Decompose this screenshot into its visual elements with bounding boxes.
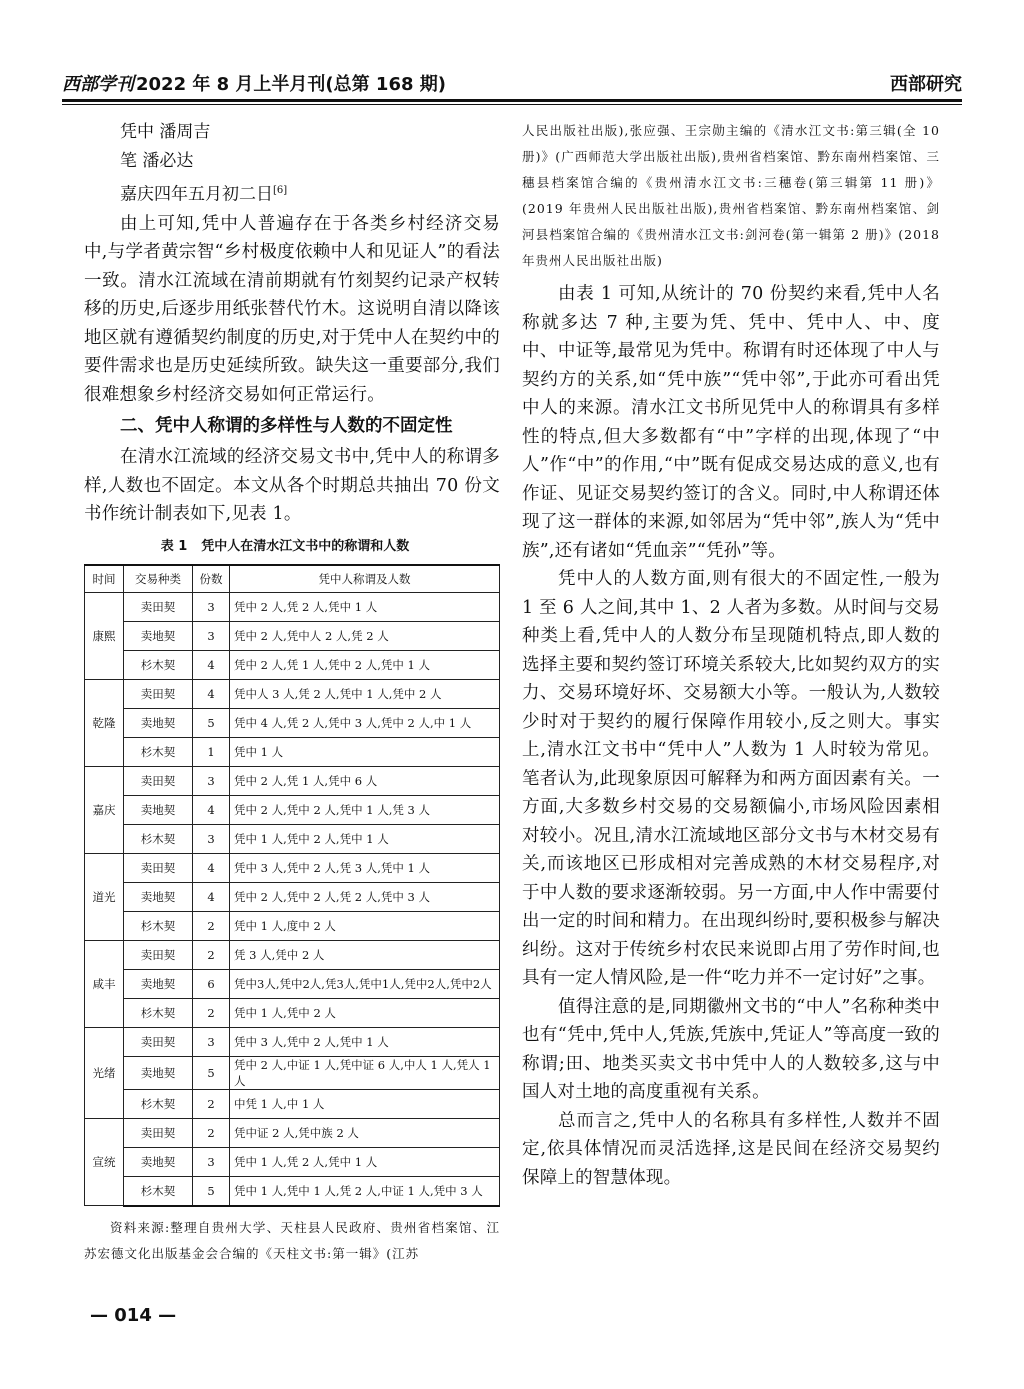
signature-date-line: 嘉庆四年五月初二日[6]	[120, 184, 288, 205]
table-row	[85, 679, 500, 708]
table-row	[85, 911, 500, 940]
count-cell: 5	[193, 1056, 230, 1089]
right-column	[522, 118, 940, 1192]
count-cell: 3	[193, 1027, 230, 1056]
mediator-desc-cell: 凭中 3 人,凭中 2 人,凭中 1 人	[230, 1027, 500, 1056]
transaction-type-cell: 卖田契	[124, 1118, 193, 1147]
period-cell: 康熙	[85, 592, 124, 679]
period-cell: 光绪	[85, 1027, 124, 1118]
table-row	[85, 882, 500, 911]
table-row	[85, 708, 500, 737]
table-row	[85, 969, 500, 998]
table-row	[85, 592, 500, 621]
count-cell: 2	[193, 940, 230, 969]
issue-info: 2022 年 8 月上半月刊(总第 168 期)	[136, 74, 446, 95]
table-row	[85, 853, 500, 882]
table-row	[85, 737, 500, 766]
journal-logo: 西部学刊	[62, 74, 134, 95]
transaction-type-cell: 杉木契	[124, 911, 193, 940]
transaction-type-cell: 卖田契	[124, 853, 193, 882]
count-cell: 1	[193, 737, 230, 766]
table-row	[85, 650, 500, 679]
table-header-row	[85, 565, 500, 593]
signature-line: 笔 潘必达	[120, 151, 194, 171]
count-cell: 2	[193, 998, 230, 1027]
mediator-desc-cell: 中凭 1 人,中 1 人	[230, 1089, 500, 1118]
mediator-desc-cell: 凭中 3 人,凭中 2 人,凭 3 人,凭中 1 人	[230, 853, 500, 882]
count-cell: 3	[193, 592, 230, 621]
signature-block	[84, 118, 500, 210]
mediator-desc-cell: 凭中 2 人,凭中 2 人,凭 2 人,凭中 3 人	[230, 882, 500, 911]
transaction-type-cell: 卖地契	[124, 882, 193, 911]
body-paragraph: 由表 1 可知,从统计的 70 份契约来看,凭中人名称就多达 7 种,主要为凭、凭中、凭中人、中、度中、中证等,最常见为凭中。称谓有时还体现了中人与契约方的关系,如“凭中族”“凭中邻”,于此亦可看出凭中人的来源。清水江文书所见凭中人的称谓具有多样性的特点,但大多数都有“中”字样的出现,体现了“中人”作“中”的作用,“中”既有促成交易达成的意义,也有作证、见证交易契约签订的含义。同时,中人称谓还体现了这一群体的来源,如邻居为“凭中邻”,族人为“凭中族”,还有诸如“凭血亲”“凭孙”等。	[522, 284, 940, 561]
transaction-type-cell: 卖地契	[124, 795, 193, 824]
mediator-desc-cell: 凭中 1 人,凭中 1 人,凭 2 人,中证 1 人,凭中 3 人	[230, 1176, 500, 1206]
table-row	[85, 1027, 500, 1056]
column-header: 份数	[193, 565, 230, 593]
body-paragraph: 由上可知,凭中人普遍存在于各类乡村经济交易中,与学者黄宗智“乡村极度依赖中人和见证人”的看法一致。清水江流域在清前期就有竹刻契约记录产权转移的历史,后逐步用纸张替代竹木。这说明自清以降该地区就有遵循契约制度的历史,对于凭中人在契约中的要件需求也是历史延续所致。缺失这一重要部分,我们很难想象乡村经济交易如何正常运行。	[84, 213, 500, 405]
table-row	[85, 1118, 500, 1147]
transaction-type-cell: 卖地契	[124, 621, 193, 650]
mediator-desc-cell: 凭中证 2 人,凭中族 2 人	[230, 1118, 500, 1147]
mediator-desc-cell: 凭中3人,凭中2人,凭3人,凭中1人,凭中2人,凭中2人	[230, 969, 500, 998]
header-journal-issue	[62, 70, 446, 96]
column-header: 时间	[85, 565, 124, 593]
mediator-desc-cell: 凭中 1 人,凭中 2 人	[230, 998, 500, 1027]
transaction-type-cell: 卖地契	[124, 1056, 193, 1089]
count-cell: 5	[193, 1176, 230, 1206]
count-cell: 2	[193, 1089, 230, 1118]
count-cell: 3	[193, 766, 230, 795]
mediator-desc-cell: 凭中 2 人,中证 1 人,凭中证 6 人,中人 1 人,凭人 1 人	[230, 1056, 500, 1089]
contract-table	[84, 564, 500, 1207]
header-rule-thin	[62, 104, 962, 105]
table-row	[85, 795, 500, 824]
table-row	[85, 621, 500, 650]
signature-line: 凭中 潘周吉	[120, 122, 211, 142]
transaction-type-cell: 杉木契	[124, 1176, 193, 1206]
table-row	[85, 1056, 500, 1089]
table-caption: 表 1 凭中人在清水江文书中的称谓和人数	[160, 538, 410, 554]
body-paragraph: 值得注意的是,同期徽州文书的“中人”名称种类中也有“凭中,凭中人,凭族,凭族中,凭证人”等高度一致的称谓;田、地类买卖文书中凭中人的人数较多,这与中国人对土地的高度重视有关系。	[522, 996, 940, 1102]
transaction-type-cell: 杉木契	[124, 737, 193, 766]
count-cell: 2	[193, 1118, 230, 1147]
mediator-desc-cell: 凭中 1 人,凭中 2 人,凭中 1 人	[230, 824, 500, 853]
transaction-type-cell: 卖田契	[124, 592, 193, 621]
count-cell: 6	[193, 969, 230, 998]
transaction-type-cell: 杉木契	[124, 998, 193, 1027]
count-cell: 3	[193, 621, 230, 650]
count-cell: 3	[193, 1147, 230, 1176]
table-row	[85, 1089, 500, 1118]
period-cell: 乾隆	[85, 679, 124, 766]
transaction-type-cell: 卖地契	[124, 708, 193, 737]
mediator-desc-cell: 凭中 2 人,凭 2 人,凭中 1 人	[230, 592, 500, 621]
mediator-desc-cell: 凭中 2 人,凭 1 人,凭中 6 人	[230, 766, 500, 795]
mediator-desc-cell: 凭中 1 人,凭 2 人,凭中 1 人	[230, 1147, 500, 1176]
transaction-type-cell: 卖田契	[124, 1027, 193, 1056]
body-paragraph: 凭中人的人数方面,则有很大的不固定性,一般为 1 至 6 人之间,其中 1、2 人者为多数。从时间与交易种类上看,凭中人的人数分布呈现随机特点,即人数的选择主要和契约签订环境关系较大,比如契约双方的实力、交易环境好坏、交易额大小等。一般认为,人数较少时对于契约的履行保障作用较小,反之则大。事实上,清水江文书中“凭中人”人数为 1 人时较为常见。笔者认为,此现象原因可解释为和两方面因素有关。一方面,大多数乡村交易的交易额偏小,市场风险因素相对较小。况且,清水江流域地区部分文书与木材交易有关,而该地区已形成相对完善成熟的木材交易程序,对于中人数的要求逐渐较弱。另一方面,中人作中需要付出一定的时间和精力。在出现纠纷时,要积极参与解决纠纷。这对于传统乡村农民来说即占用了劳作时间,也具有一定人情风险,是一件“吃力并不一定讨好”之事。	[522, 569, 940, 988]
body-paragraph: 总而言之,凭中人的名称具有多样性,人数并不固定,依具体情况而灵活选择,这是民间在经济交易契约保障上的智慧体现。	[522, 1110, 940, 1188]
period-cell: 咸丰	[85, 940, 124, 1027]
count-cell: 4	[193, 795, 230, 824]
section-heading: 二、凭中人称谓的多样性与人数的不固定性	[120, 416, 453, 437]
count-cell: 4	[193, 679, 230, 708]
mediator-desc-cell: 凭中 4 人,凭 2 人,凭中 3 人,凭中 2 人,中 1 人	[230, 708, 500, 737]
table-row	[85, 766, 500, 795]
transaction-type-cell: 杉木契	[124, 1089, 193, 1118]
mediator-desc-cell: 凭中 1 人,度中 2 人	[230, 911, 500, 940]
count-cell: 4	[193, 882, 230, 911]
mediator-desc-cell: 凭中人 3 人,凭 2 人,凭中 1 人,凭中 2 人	[230, 679, 500, 708]
period-cell: 嘉庆	[85, 766, 124, 853]
transaction-type-cell: 卖田契	[124, 679, 193, 708]
period-cell: 宣统	[85, 1118, 124, 1206]
mediator-desc-cell: 凭中 1 人	[230, 737, 500, 766]
table-source-note: 资料来源:整理自贵州大学、天柱县人民政府、贵州省档案馆、江苏宏德文化出版基金会合编的《天柱文书:第一辑》(江苏	[84, 1219, 500, 1261]
left-column	[84, 118, 500, 1267]
body-paragraph: 在清水江流域的经济交易文书中,凭中人的称谓多样,人数也不固定。本文从各个时期总共抽出 70 份文书作统计制表如下,见表 1。	[84, 447, 500, 525]
citation-ref: [6]	[273, 185, 288, 196]
table-row	[85, 998, 500, 1027]
period-cell: 道光	[85, 853, 124, 940]
count-cell: 3	[193, 824, 230, 853]
count-cell: 5	[193, 708, 230, 737]
mediator-desc-cell: 凭 3 人,凭中 2 人	[230, 940, 500, 969]
transaction-type-cell: 卖地契	[124, 1147, 193, 1176]
table-row	[85, 1176, 500, 1206]
mediator-desc-cell: 凭中 2 人,凭 1 人,凭中 2 人,凭中 1 人	[230, 650, 500, 679]
count-cell: 4	[193, 853, 230, 882]
mediator-desc-cell: 凭中 2 人,凭中人 2 人,凭 2 人	[230, 621, 500, 650]
table-row	[85, 1147, 500, 1176]
transaction-type-cell: 杉木契	[124, 824, 193, 853]
count-cell: 4	[193, 650, 230, 679]
running-header	[62, 66, 962, 100]
header-rule-thick	[62, 99, 962, 102]
column-header: 交易种类	[124, 565, 193, 593]
transaction-type-cell: 杉木契	[124, 650, 193, 679]
page-number: — 014 —	[90, 1305, 177, 1326]
table-source-note-continued: 人民出版社出版),张应强、王宗勋主编的《清水江文书:第三辑(全 10 册)》(广西师范大学出版社出版),贵州省档案馆、黔东南州档案馆、三穗县档案馆合编的《贵州清水江文书:三穗卷(第三辑第 11 册)》(2019 年贵州人民出版社出版),贵州省档案馆、黔东南州档案馆、剑河县档案馆合编的《贵州清水江文书:剑河卷(第一辑第 2 册)》(2018 年贵州人民出版社出版)	[522, 123, 940, 268]
section-name: 西部研究	[890, 74, 962, 95]
mediator-desc-cell: 凭中 2 人,凭中 2 人,凭中 1 人,凭 3 人	[230, 795, 500, 824]
column-header: 凭中人称谓及人数	[230, 565, 500, 593]
transaction-type-cell: 卖田契	[124, 940, 193, 969]
table-body	[85, 592, 500, 1206]
table-row	[85, 940, 500, 969]
table-row	[85, 824, 500, 853]
transaction-type-cell: 卖地契	[124, 969, 193, 998]
count-cell: 2	[193, 911, 230, 940]
transaction-type-cell: 卖田契	[124, 766, 193, 795]
